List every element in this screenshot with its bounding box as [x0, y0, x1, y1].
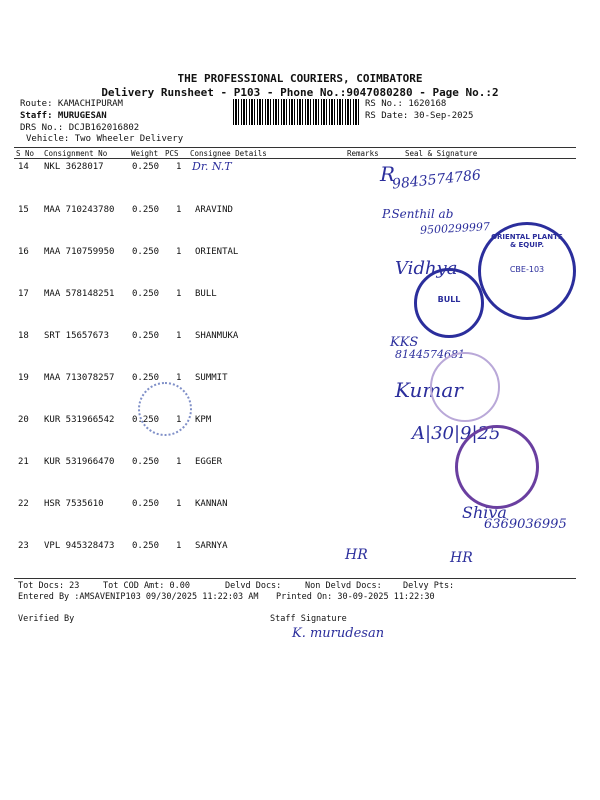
col-remarks: Remarks — [347, 149, 379, 158]
delvy-pts: Delvy Pts: — [403, 581, 455, 591]
smudged-stamp — [138, 382, 192, 436]
footer-rule — [14, 578, 576, 579]
staff-signature: K. murudesan — [292, 626, 385, 641]
printed-on: Printed On: 30-09-2025 11:22:30 — [276, 592, 435, 602]
faded-stamp — [430, 352, 500, 422]
handwritten-signature-1: R — [380, 162, 396, 186]
table-row: 15 MAA 710243780 0.250 1 ARAVIND — [18, 205, 233, 215]
table-row: 19 MAA 713078257 0.250 1 SUMMIT — [18, 373, 228, 383]
handwritten-phone-2: 9500299997 — [419, 220, 491, 237]
handwritten-kks: KKS — [390, 335, 419, 350]
bull-stamp — [414, 268, 484, 338]
header-rule-top — [14, 147, 576, 148]
handwritten-signature-5: Shiva — [462, 503, 507, 522]
handwritten-note-row14: Dr. N.T — [192, 160, 232, 173]
handwritten-phone-1: 9843574786 — [391, 167, 482, 193]
vehicle: Vehicle: Two Wheeler Delivery — [26, 134, 184, 144]
table-row: 17 MAA 578148251 0.250 1 BULL — [18, 289, 217, 299]
handwritten-hr-1: HR — [345, 547, 368, 563]
staff: Staff: MURUGESAN — [20, 111, 107, 121]
handwritten-signature-4: Kumar — [395, 378, 463, 402]
table-row: 23 VPL 945328473 0.250 1 SARNYA — [18, 541, 228, 551]
tot-docs: Tot Docs: 23 — [18, 581, 80, 591]
table-row: 22 HSR 7535610 0.250 1 KANNAN — [18, 499, 228, 509]
delvd-docs: Delvd Docs: — [225, 581, 282, 591]
company-title: THE PROFESSIONAL COURIERS, COIMBATORE — [177, 72, 423, 85]
runsheet-title: Delivery Runsheet - P103 - Phone No.:9047080280 - Page No.:2 — [101, 86, 499, 99]
col-pcs: PCS — [165, 149, 179, 158]
entered-by: Entered By :AMSAVENIP103 09/30/2025 11:22:03 AM — [18, 592, 259, 602]
handwritten-phone-3: 8144574681 — [395, 348, 465, 361]
route: Route: KAMACHIPURAM — [20, 99, 123, 109]
oriental-stamp-text: ORIENTAL PLANTS & EQUIP. — [491, 233, 563, 249]
handwritten-phone-4: 6369036995 — [484, 517, 567, 532]
purple-stamp — [455, 425, 539, 509]
barcode — [233, 99, 361, 125]
verified-by: Verified By — [18, 614, 75, 624]
col-seal: Seal & Signature — [405, 149, 478, 158]
bull-stamp-text: BULL — [437, 295, 461, 304]
table-row: 18 SRT 15657673 0.250 1 SHANMUKA — [18, 331, 239, 341]
col-consignment: Consignment No — [44, 149, 108, 158]
header-rule-bottom — [14, 158, 576, 159]
table-row: 20 KUR 531966542 0.250 1 KPM — [18, 415, 212, 425]
handwritten-signature-3: Vidhya — [395, 258, 458, 279]
rs-date: RS Date: 30-Sep-2025 — [365, 111, 474, 121]
oriental-stamp — [478, 222, 576, 320]
table-row: 14 NKL 3628017 0.250 1 — [18, 162, 182, 172]
table-row: 21 KUR 531966470 0.250 1 EGGER — [18, 457, 223, 467]
handwritten-hr-2: HR — [450, 550, 473, 566]
handwritten-date-note: A|30|9|25 — [412, 423, 501, 444]
rs-number: RS No.: 1620168 — [365, 99, 447, 109]
col-weight: Weight — [131, 149, 159, 158]
tot-cod-amt: Tot COD Amt: 0.00 — [103, 581, 190, 591]
non-delvd-docs: Non Delvd Docs: — [305, 581, 382, 591]
handwritten-signature-2: P.Senthil ab — [382, 207, 454, 221]
oriental-stamp-inner: CBE-103 — [509, 265, 545, 274]
table-row: 16 MAA 710759950 0.250 1 ORIENTAL — [18, 247, 239, 257]
drs-number: DRS No.: DCJB162016802 — [20, 123, 140, 133]
col-consignee: Consignee Details — [190, 149, 267, 158]
col-sno: S No — [16, 149, 35, 158]
staff-signature-label: Staff Signature — [270, 614, 347, 624]
